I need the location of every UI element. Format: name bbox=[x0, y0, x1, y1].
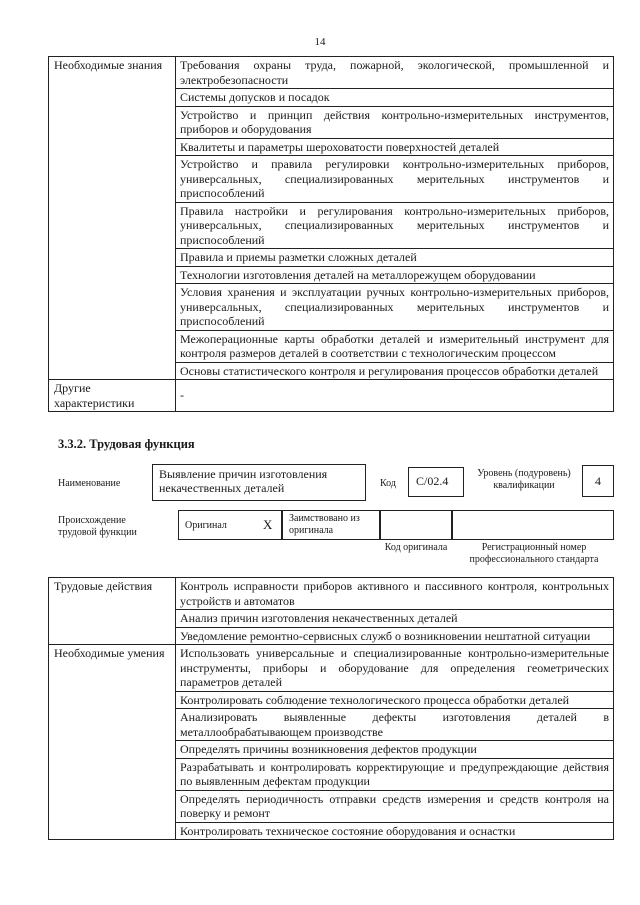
other-value: - bbox=[176, 380, 614, 412]
registration-caption: Регистрационный номер профессионального стандарта bbox=[469, 542, 599, 565]
skill-item: Контролировать техническое состояние оборудования и оснастки bbox=[176, 822, 614, 840]
knowledge-label: Необходимые знания bbox=[49, 57, 176, 380]
knowledge-item: Технологии изготовления деталей на металлорежущем оборудовании bbox=[176, 266, 614, 284]
original-mark: Х bbox=[263, 517, 273, 532]
level-label: Уровень (подуровень) квалификации bbox=[477, 468, 571, 491]
knowledge-item: Основы статистического контроля и регулирования процессов обработки деталей bbox=[176, 362, 614, 380]
knowledge-item: Межоперационные карты обработки деталей и измерительный инструмент для контроля размеров деталей в соответствии с технологическим процессом bbox=[176, 330, 614, 362]
knowledge-item: Правила настройки и регулирования контрольно-измерительных приборов, универсальных, специализированных мерительных инструментов и приспособлений bbox=[176, 202, 614, 249]
borrowed-cell: Заимствовано из оригинала bbox=[282, 510, 380, 540]
actions-skills-table bbox=[48, 577, 614, 840]
actions-label: Трудовые действия bbox=[49, 578, 176, 645]
origin-code-cell bbox=[380, 510, 452, 540]
skill-item: Использовать универсальные и специализированные контрольно-измерительные инструменты, приборы и оборудование для определения геометрических параметров деталей bbox=[176, 645, 614, 692]
action-item: Контроль исправности приборов активного и пассивного контроля, контрольных устройств и автоматов bbox=[176, 578, 614, 610]
origin-code-caption: Код оригинала bbox=[384, 542, 448, 553]
knowledge-item: Правила и приемы разметки сложных деталей bbox=[176, 249, 614, 267]
skill-item: Определять причины возникновения дефектов продукции bbox=[176, 741, 614, 759]
skill-item: Определять периодичность отправки средств измерения и средств контроля на поверку и ремонт bbox=[176, 790, 614, 822]
original-label: Оригинал bbox=[185, 520, 227, 531]
name-label: Наименование bbox=[58, 478, 121, 489]
knowledge-item: Устройство и правила регулировки контрольно-измерительных приборов, универсальных, специализированных мерительных инструментов и приспособлений bbox=[176, 156, 614, 203]
registration-number-cell bbox=[452, 510, 614, 540]
knowledge-table bbox=[48, 56, 614, 412]
code-label: Код bbox=[380, 478, 396, 489]
page-number: 14 bbox=[314, 36, 326, 48]
level-value: 4 bbox=[582, 465, 614, 497]
skill-item: Разрабатывать и контролировать корректирующие и предупреждающие действия по выявленным дефектам продукции bbox=[176, 758, 614, 790]
origin-label: Происхождение трудовой функции bbox=[58, 515, 137, 538]
original-cell bbox=[178, 510, 282, 540]
knowledge-item: Требования охраны труда, пожарной, экологической, промышленной и электробезопасности bbox=[176, 57, 614, 89]
action-item: Уведомление ремонтно-сервисных служб о возникновении нештатной ситуации bbox=[176, 627, 614, 645]
section-heading: 3.3.2. Трудовая функция bbox=[58, 437, 195, 451]
function-name: Выявление причин изготовления некачественных деталей bbox=[152, 464, 366, 501]
action-item: Анализ причин изготовления некачественных деталей bbox=[176, 610, 614, 628]
knowledge-item: Квалитеты и параметры шероховатости поверхностей деталей bbox=[176, 138, 614, 156]
knowledge-item: Устройство и принцип действия контрольно-измерительных инструментов, приборов и оборудования bbox=[176, 106, 614, 138]
skills-label: Необходимые умения bbox=[49, 645, 176, 840]
function-code: С/02.4 bbox=[408, 467, 464, 497]
knowledge-item: Системы допусков и посадок bbox=[176, 89, 614, 107]
skill-item: Анализировать выявленные дефекты изготовления деталей в металлообрабатывающем производстве bbox=[176, 709, 614, 741]
knowledge-item: Условия хранения и эксплуатации ручных контрольно-измерительных приборов, универсальных, специализированных мерительных инструментов и приспособлений bbox=[176, 284, 614, 331]
skill-item: Контролировать соблюдение технологического процесса обработки деталей bbox=[176, 691, 614, 709]
other-label: Другие характеристики bbox=[49, 380, 176, 412]
